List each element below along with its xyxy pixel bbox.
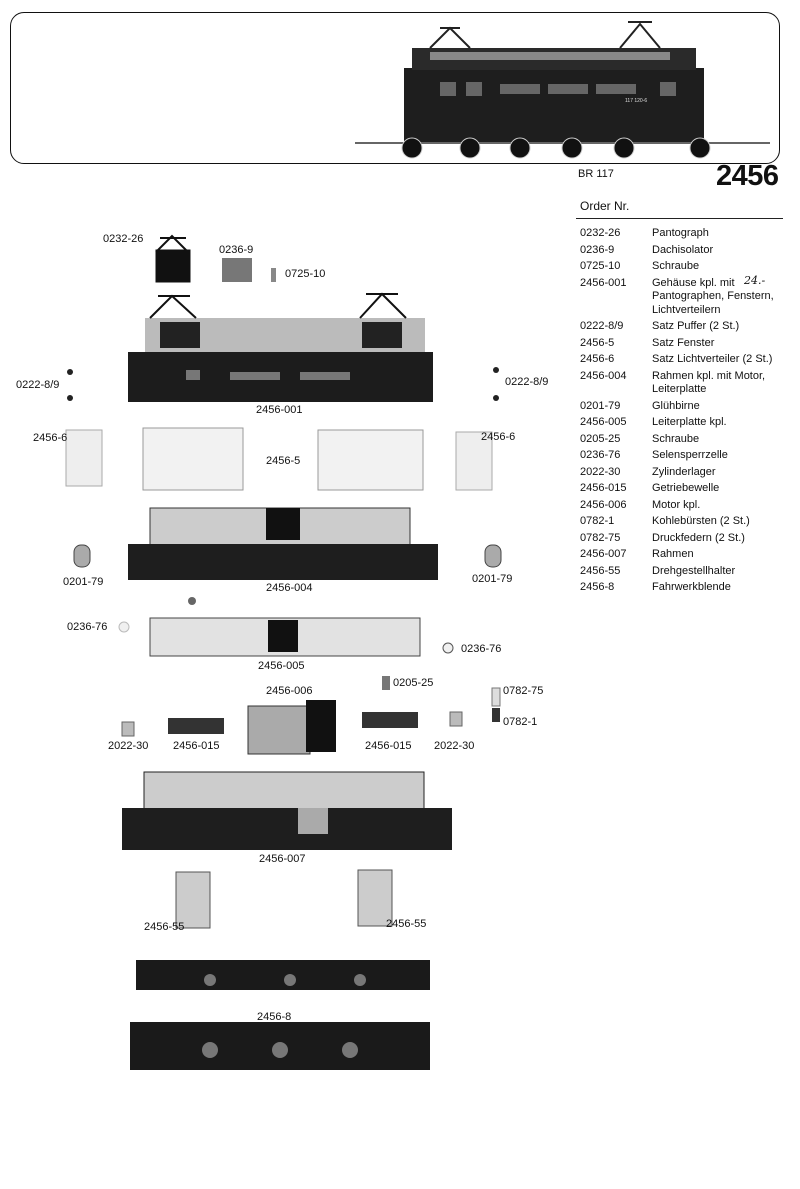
list-item: 2456-001 Gehäuse kpl. mit Pantographen, Fenstern, Lichtverteilern 24.- (580, 273, 774, 316)
label-springs: 0782-75 (503, 685, 544, 697)
label-gear-shaft-left: 2456-015 (173, 740, 220, 752)
screw-mid-drawing (382, 676, 390, 690)
motor-drawing (248, 700, 336, 754)
label-selenium-left: 0236-76 (67, 621, 108, 633)
frame-drawing (122, 772, 452, 850)
label-bulb-left: 0201-79 (63, 576, 104, 588)
label-pantograph: 0232-26 (103, 233, 144, 245)
list-item: 2456-006 Motor kpl. (580, 498, 701, 511)
label-frame: 2456-007 (259, 853, 306, 865)
screw-drawing (271, 268, 276, 282)
bulb-right-drawing (485, 545, 501, 567)
list-item: 0236-9 Dachisolator (580, 243, 714, 256)
list-item: 0782-75 Druckfedern (2 St.) (580, 531, 745, 544)
list-item: 0236-76 Selensperrzelle (580, 449, 728, 461)
list-item: 0222-8/9 Satz Puffer (2 St.) (580, 320, 740, 332)
parts-list (580, 227, 790, 598)
pantograph-drawing (156, 236, 190, 282)
label-bogie-holder-right: 2456-55 (386, 918, 427, 930)
label-light-left: 2456-6 (33, 432, 68, 444)
label-bearing-right: 2022-30 (434, 740, 475, 752)
list-item: 2456-007 Rahmen (580, 548, 694, 560)
article-number: 2456 (716, 160, 779, 192)
label-roof-insulator: 0236-9 (219, 244, 254, 256)
label-selenium-right: 0236-76 (461, 643, 502, 655)
heading-rule (576, 218, 783, 219)
list-item: 2456-004 Rahmen kpl. mit Motor, Leiterplatte (580, 369, 766, 395)
selenium-left-drawing (119, 622, 129, 632)
list-item: 0232-26 Pantograph (580, 227, 709, 239)
label-bogie-holder-left: 2456-55 (144, 921, 185, 933)
list-item: 2456-8 Fahrwerkblende (580, 581, 731, 593)
label-buffers-left: 0222-8/9 (16, 379, 60, 391)
gear-shaft-left-drawing (168, 718, 224, 734)
label-gear-shaft-right: 2456-015 (365, 740, 412, 752)
label-housing: 2456-001 (256, 404, 303, 416)
label-bearing-left: 2022-30 (108, 740, 149, 752)
brushes-drawing (492, 708, 500, 722)
list-item: 0725-10 Schraube (580, 260, 700, 272)
list-item: 2456-005 Leiterplatte kpl. (580, 416, 727, 428)
label-motor: 2456-006 (266, 685, 313, 697)
label-screw-mid: 0205-25 (393, 677, 434, 689)
housing-drawing (128, 294, 433, 402)
label-chassis-cover: 2456-8 (257, 1011, 292, 1023)
handwritten-note: 24.- (744, 273, 766, 287)
model-name: BR 117 (578, 168, 614, 180)
svg-text:117 120-6: 117 120-6 (625, 98, 648, 104)
bogie-holder-left-drawing (176, 872, 210, 928)
label-circuit-board: 2456-005 (258, 660, 305, 672)
label-brushes: 0782-1 (503, 716, 538, 728)
springs-drawing (492, 688, 500, 706)
order-heading: Order Nr. (580, 199, 630, 213)
list-item: 2456-55 Drehgestellhalter (580, 564, 736, 577)
selenium-right-drawing (443, 643, 453, 653)
frame-complete-drawing (128, 508, 438, 580)
list-item: 2456-6 Satz Lichtverteiler (2 St.) (580, 353, 773, 365)
label-bulb-right: 0201-79 (472, 573, 513, 585)
gear-shaft-right-drawing (362, 712, 418, 728)
list-item: 0782-1 Kohlebürsten (2 St.) (580, 515, 750, 527)
bearing-left-drawing (122, 722, 134, 736)
locomotive-photo (355, 22, 770, 158)
loco-number (625, 98, 647, 104)
label-screw-top: 0725-10 (285, 268, 326, 280)
bearing-right-drawing (450, 712, 462, 726)
label-buffers-right: 0222-8/9 (505, 376, 549, 388)
list-item: 2022-30 Zylinderlager (580, 465, 716, 478)
label-frame-complete: 2456-004 (266, 582, 313, 594)
circuit-board-drawing (150, 597, 420, 656)
list-item: 0201-79 Glühbirne (580, 399, 700, 412)
label-light-right: 2456-6 (481, 431, 516, 443)
bulb-left-drawing (74, 545, 90, 567)
light-left-drawing (66, 430, 102, 486)
list-item: 0205-25 Schraube (580, 432, 700, 445)
roof-insulator-drawing (222, 258, 252, 282)
label-windows: 2456-5 (266, 455, 301, 467)
list-item: 2456-5 Satz Fenster (580, 336, 715, 349)
list-item: 2456-015 Getriebewelle (580, 482, 720, 494)
